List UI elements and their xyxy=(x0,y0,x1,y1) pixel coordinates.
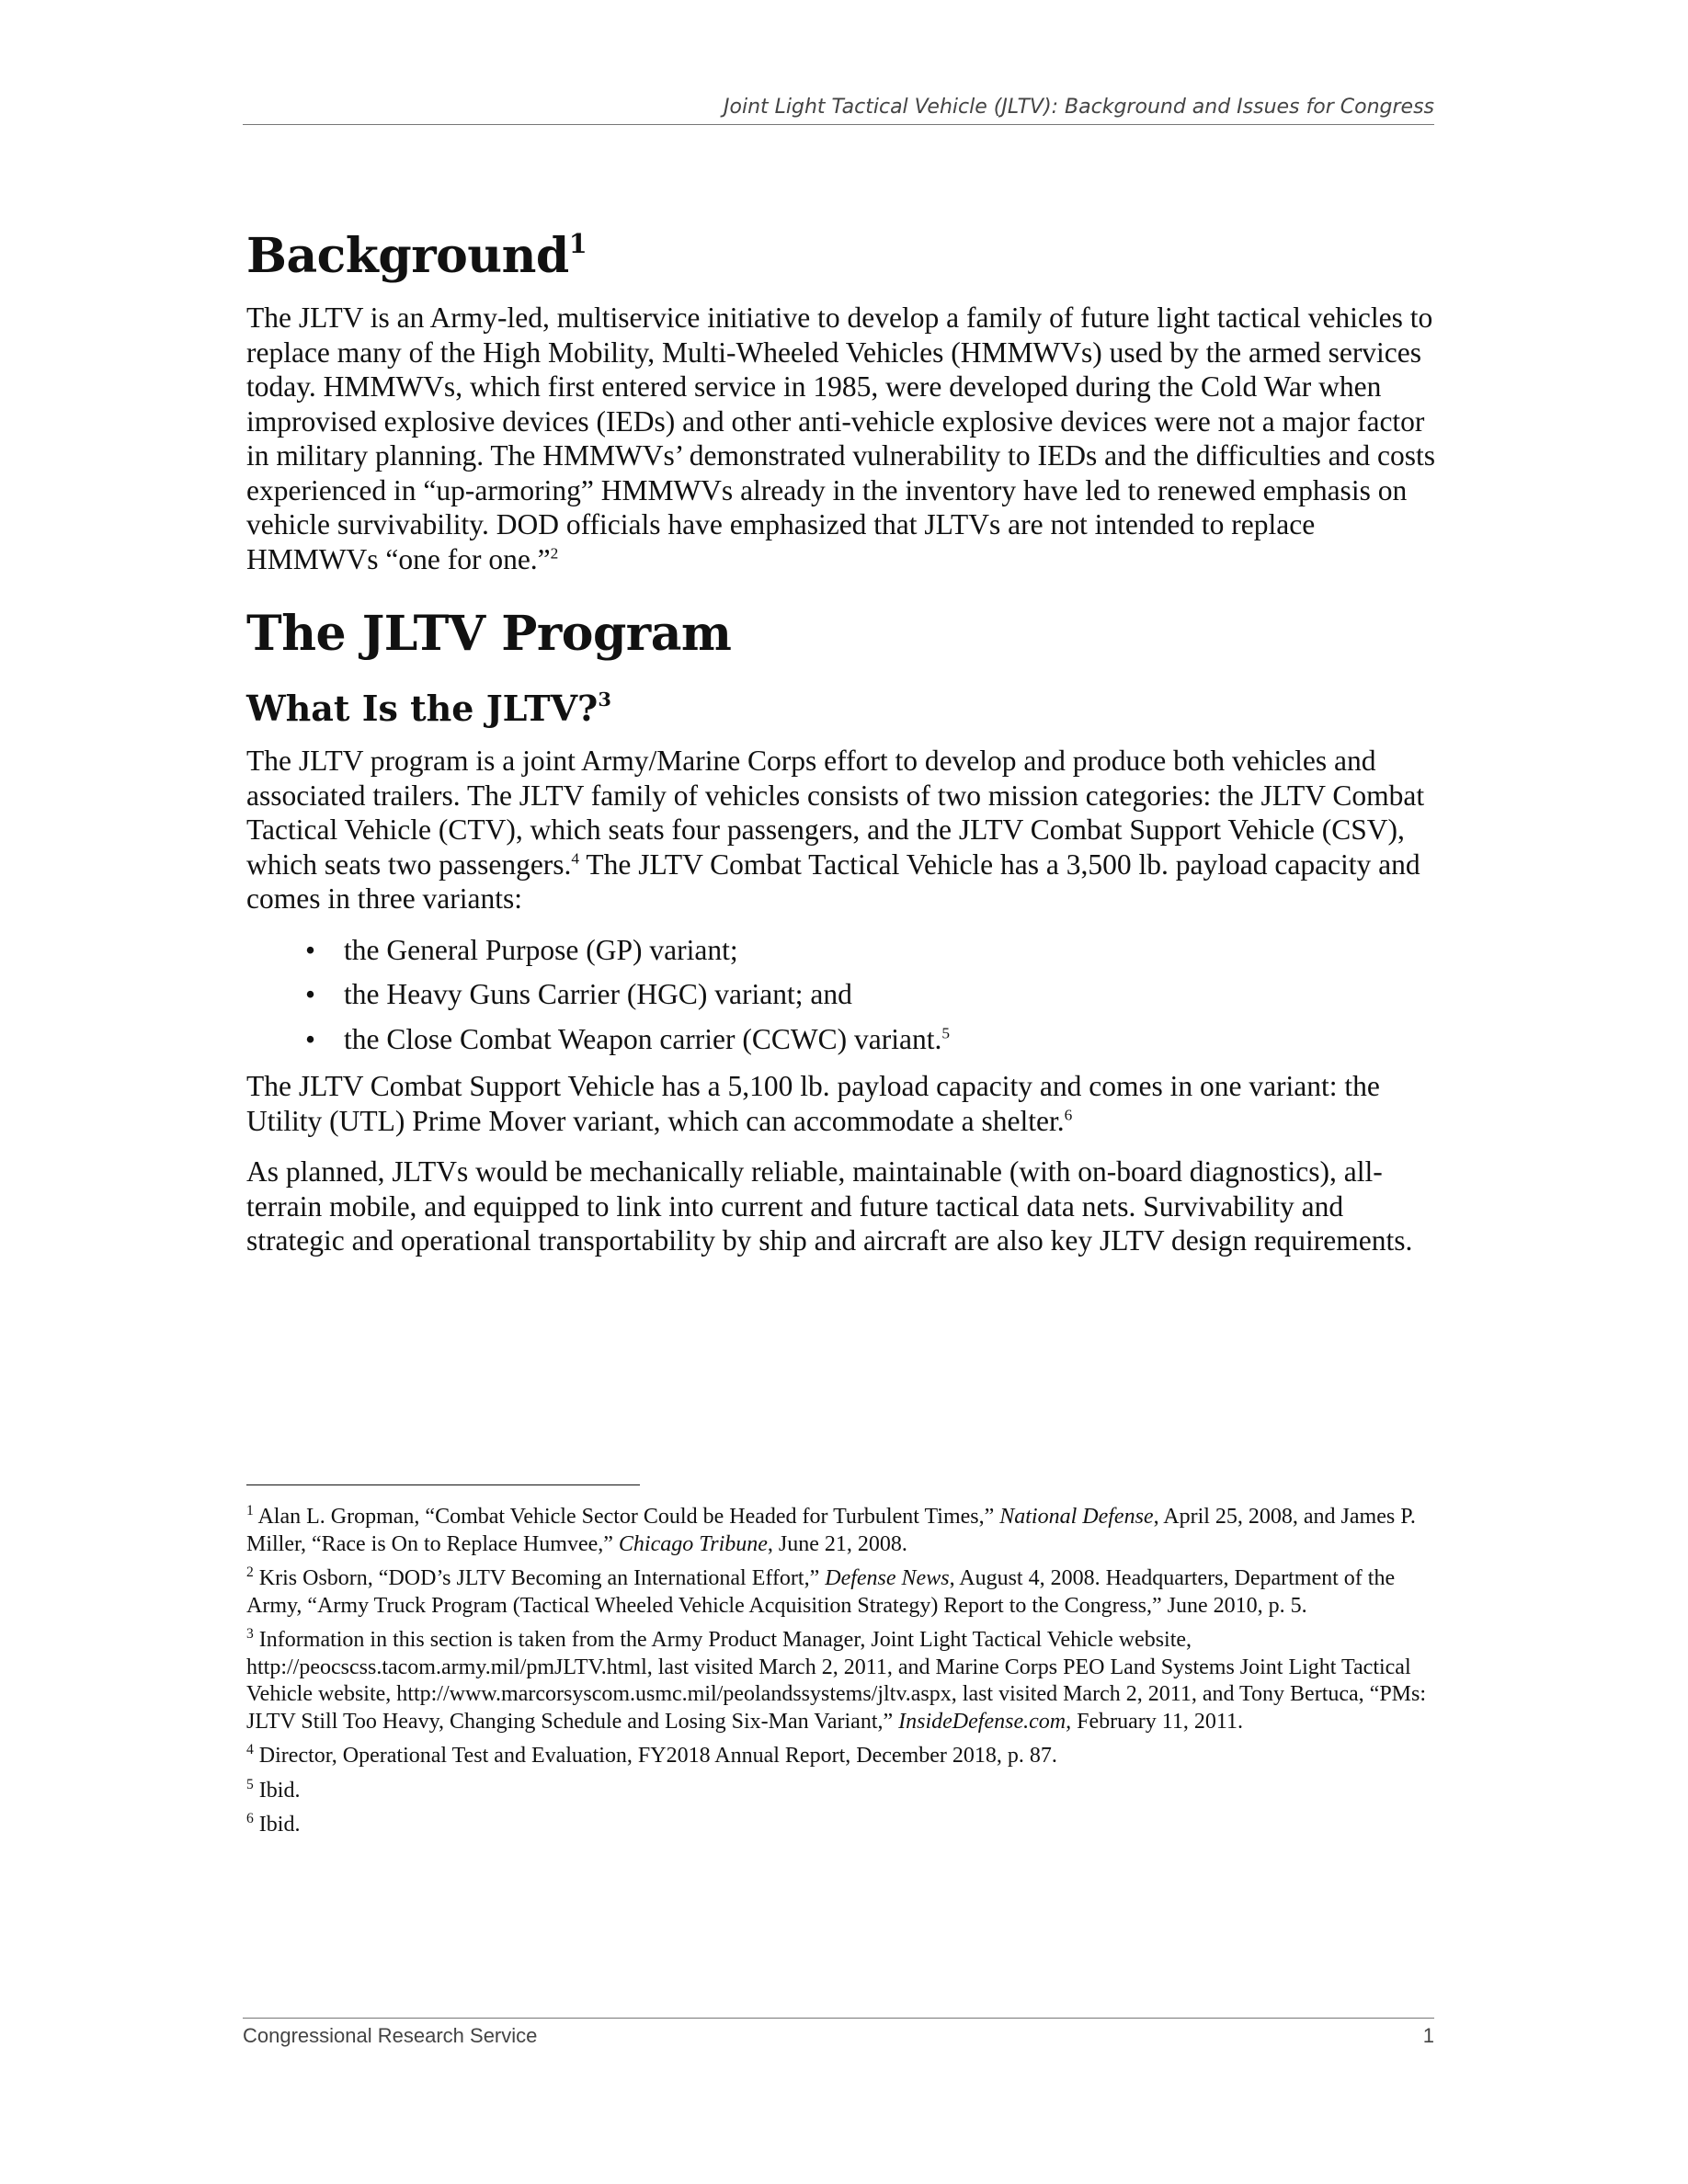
footnote: $^1$ Alan L. Gropman, “Combat Vehicle Sector Could be Headed for Turbulent Times,” National Defense, April 25, 2008, and James P. Miller, “Race is On to Replace Humvee,” Chicago Tribune, June 21, 2008. xyxy=(246,1503,1416,1556)
footnote: $^3$ Information in this section is taken from the Army Product Manager, Joint Light Tactical Vehicle website, http://peocscss.tacom.army.mil/pmJLTV.html, last visited March 2, 2011, and Marine Corps PEO Land Systems Joint Light Tactical Vehicle website, http://www.marcorsyscom.usmc.mil/peolandssystems/jltv.aspx, last visited March 2, 2011, and Tony Bertuca, “PMs: JLTV Still Too Heavy, Changing Schedule and Losing Six-Man Variant,” InsideDefense.com, February 11, 2011. xyxy=(246,1626,1427,1734)
program-paragraph-2: The JLTV Combat Support Vehicle has a 5,100 lb. payload capacity and comes in one variant: the Utility (UTL) Prime Mover variant, which can accommodate a shelter.$^6$ xyxy=(246,1070,1380,1137)
footnote-ref[interactable]: 6 xyxy=(1064,1106,1073,1123)
program-paragraph-1: The JLTV program is a joint Army/Marine Corps effort to develop and produce both vehicles and associated trailers. The JLTV family of vehicles consists of two mission categories: the JLTV Combat Tactical Vehicle (CTV), which seats four passengers, and the JLTV Combat Support Vehicle (CSV), which seats two passengers.$^4$ The JLTV Combat Tactical Vehicle has a 3,500 lb. payload capacity and comes in three variants: xyxy=(246,745,1425,915)
footnotes xyxy=(246,1504,1432,1847)
program-paragraph-3: As planned, JLTVs would be mechanically reliable, maintainable (with on-board diagnostics), all-terrain mobile, and equipped to link into current and future tactical data nets. Survivability and strategic and operational transportability by ship and aircraft are also key JLTV design requirements. xyxy=(246,1155,1413,1257)
program-heading: The JLTV Program xyxy=(246,606,732,662)
what-is-jltv-heading: What Is the JLTV?$^3$ xyxy=(246,688,611,729)
main-content xyxy=(246,228,1442,1275)
running-footer xyxy=(243,2018,1434,2048)
bullet: • xyxy=(305,978,316,1010)
footnote-ref[interactable]: 5 xyxy=(941,1024,950,1041)
list-item: • the Close Combat Weapon carrier (CCWC) variant.$^5$ xyxy=(305,1022,950,1055)
list-item: • the Heavy Guns Carrier (HGC) variant; and xyxy=(305,978,852,1010)
running-header: Joint Light Tactical Vehicle (JLTV): Background and Issues for Congress xyxy=(243,96,1434,125)
footer-source: Congressional Research Service xyxy=(243,2024,538,2047)
footnote: $^6$ Ibid. xyxy=(246,1811,301,1837)
footnote: $^5$ Ibid. xyxy=(246,1776,301,1803)
background-paragraph: The JLTV is an Army-led, multiservice initiative to develop a family of future light tactical vehicles to replace many of the High Mobility, Multi-Wheeled Vehicles (HMMWVs) used by the armed services today. HMMWVs, which first entered service in 1985, were developed during the Cold War when improvised explosive devices (IEDs) and other anti-vehicle explosive devices were not a major factor in military planning. The HMMWVs’ demonstrated vulnerability to IEDs and the difficulties and costs experienced in “up-armoring” HMMWVs already in the inventory have led to renewed emphasis on vehicle survivability. DOD officials have emphasized that JLTVs are not intended to replace HMMWVs “one for one.”$^2$ xyxy=(246,301,1436,575)
footnote-divider xyxy=(246,1484,640,1485)
variants-list xyxy=(246,933,1442,1057)
footnote: $^4$ Director, Operational Test and Evaluation, FY2018 Annual Report, December 2018, p. 87. xyxy=(246,1742,1057,1768)
footnote: $^2$ Kris Osborn, “DOD’s JLTV Becoming an International Effort,” Defense News, August 4, 2008. Headquarters, Department of the Army, “Army Truck Program (Tactical Wheeled Vehicle Acquisition Strategy) Report to the Congress,” June 2010, p. 5. xyxy=(246,1564,1396,1618)
page-number: 1 xyxy=(1422,2024,1434,2047)
bullet: • xyxy=(305,1022,316,1055)
footnote-ref[interactable]: 1 xyxy=(568,227,587,259)
footnote-ref[interactable]: 3 xyxy=(598,688,611,711)
bullet: • xyxy=(305,933,316,966)
background-heading: Background$^1$ xyxy=(246,227,587,284)
list-item: • the General Purpose (GP) variant; xyxy=(305,933,738,966)
footnote-ref[interactable]: 2 xyxy=(550,544,559,562)
footnote-ref[interactable]: 4 xyxy=(571,849,580,867)
